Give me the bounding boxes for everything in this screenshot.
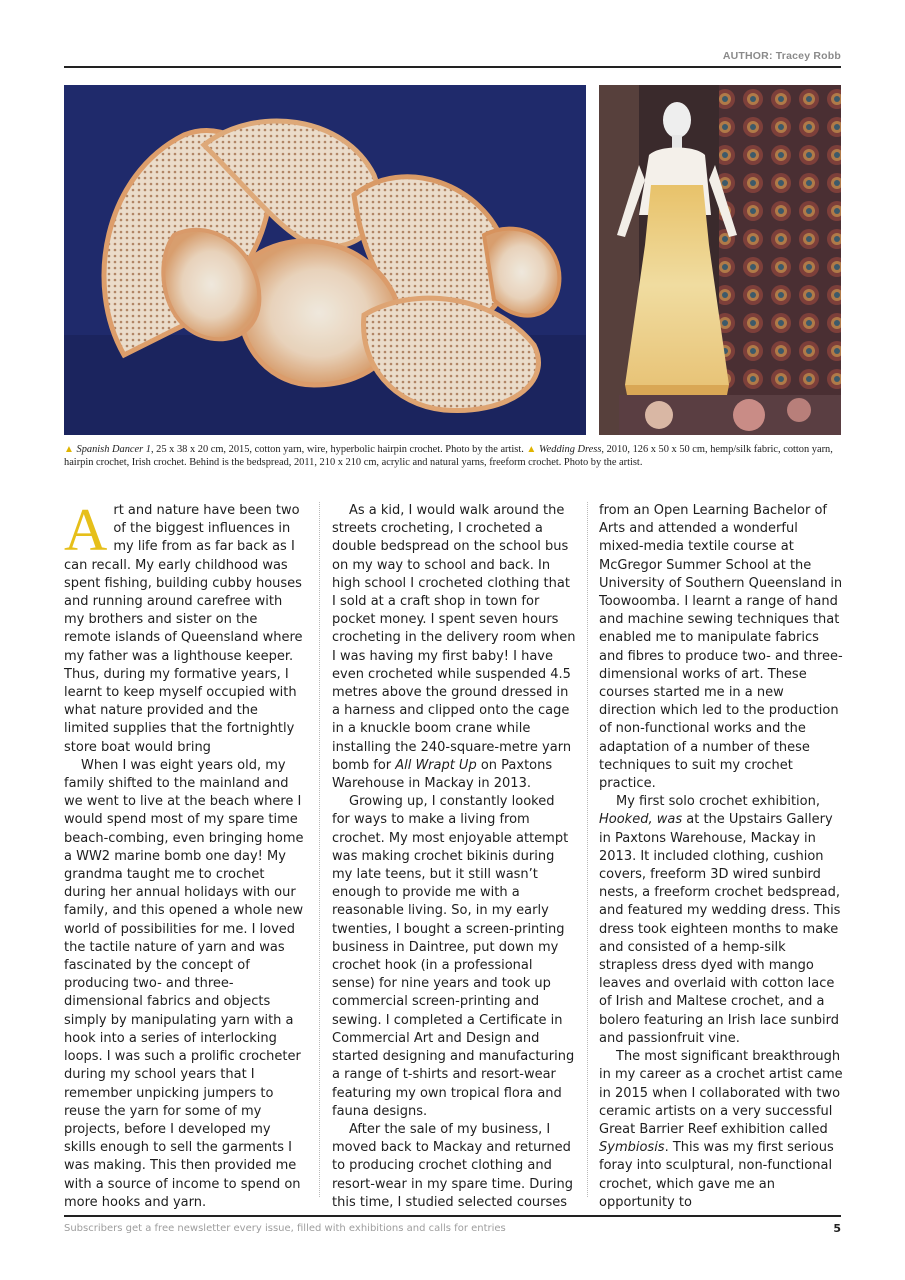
caption-text-2: , 2010, 126 x 50 x 50 cm, hemp/silk fabric, cotton yarn, hairpin crochet, Irish crochet. Behind is the bedspread, 2011, 210 x 210 cm, acrylic and natural yarns, freeform crochet. Photo by the artist.	[64, 444, 833, 468]
article-paragraph	[599, 793, 843, 1048]
spanish-dancer-photo	[64, 85, 586, 435]
caption-triangle-icon: ▲	[526, 444, 537, 455]
article-column-2	[332, 502, 576, 1212]
photo-caption	[64, 443, 842, 469]
paragraph-text: rt and nature have been two of the biggest influences in my life from as far back as I can recall. My early childhood was spent fishing, building cubby houses and running around carefree with my brothers and sister on the remote islands of Queensland where my father was a lighthouse keeper. Thus, during my formative years, I learnt to keep myself occupied with what nature provided and the limited supplies that the fortnightly store boat would bring	[64, 503, 303, 755]
exhibition-title: Symbiosis	[599, 1140, 665, 1156]
column-divider	[587, 502, 588, 1197]
author-credit: AUTHOR: Tracey Robb	[722, 50, 841, 62]
article-paragraph	[599, 1048, 843, 1212]
footer-note: Subscribers get a free newsletter every issue, filled with exhibitions and calls for entries	[64, 1223, 506, 1234]
paragraph-text: The most significant breakthrough in my career as a crochet artist came in 2015 when I collaborated with two ceramic artists on a very successful Great Barrier Reef exhibition called	[599, 1049, 843, 1137]
paragraph-text: . This was my first serious foray into sculptural, non-functional crochet, which gave me an opportunity to	[599, 1140, 834, 1210]
article-paragraph: from an Open Learning Bachelor of Arts and attended a wonderful mixed-media textile course at McGregor Summer School at the University of Southern Queensland in Toowoomba. I learnt a range of hand and machine sewing techniques that enabled me to manipulate fabrics and fibres to produce two- and three-dimensional works of art. These courses started me in a new direction which led to the production of non-functional works and the adaptation of a number of these techniques to suit my crochet practice.	[599, 503, 843, 792]
page-number: 5	[833, 1222, 841, 1235]
article-paragraph: When I was eight years old, my family shifted to the mainland and we went to live at the beach where I would spend most of my spare time beach-combing, even bringing home a WW2 marine bomb one day! My grandma taught me to crochet during her annual holidays with our family, and this opened a whole new world of possibilities for me. I loved the tactile nature of yarn and was fascinated by the concept of producing two- and three-dimensional fabrics and objects simply by manipulating yarn with a hook into a series of interlocking loops. I was such a prolific crocheter during my school years that I remember unpicking jumpers to reuse the yarn for some of my projects, before I developed my skills enough to sell the garments I was making. This then provided me with a source of income to spend on more hooks and yarn.	[64, 757, 304, 1210]
exhibition-title: Hooked, was	[599, 812, 683, 828]
wedding-dress-photo	[599, 85, 841, 435]
article-paragraph	[64, 497, 306, 757]
caption-triangle-icon: ▲	[64, 444, 74, 455]
caption-title-2: Wedding Dress	[538, 444, 602, 455]
article-column-3	[599, 502, 843, 1212]
drop-cap: A	[64, 497, 108, 563]
article-paragraph: After the sale of my business, I moved back to Mackay and returned to producing crochet clothing and resort-wear in my spare time. During this time, I studied selected courses	[332, 1121, 573, 1210]
article-paragraph	[332, 502, 576, 793]
artwork-title: All Wrapt Up	[395, 757, 477, 773]
bottom-rule	[64, 1215, 841, 1217]
article-column-1	[64, 497, 306, 1212]
paragraph-text: My first solo crochet exhibition,	[616, 794, 820, 810]
top-rule	[64, 66, 841, 68]
caption-text-1: , 25 x 38 x 20 cm, 2015, cotton yarn, wire, hyperbolic hairpin crochet. Photo by the artist.	[150, 444, 527, 455]
article-paragraph: Growing up, I constantly looked for ways to make a living from crochet. My most enjoyable attempt was making crochet bikinis during my late teens, but it still wasn’t enough to provide me with a reasonable living. So, in my early twenties, I bought a screen-printing business in Daintree, put down my crochet hook (in a professional sense) for nine years and took up commercial screen-printing and sewing. I completed a Certificate in Commercial Art and Design and started designing and manufacturing a range of t-shirts and resort-wear featuring my own tropical flora and fauna designs.	[332, 794, 575, 1119]
paragraph-text: at the Upstairs Gallery in Paxtons Warehouse, Mackay in 2013. It included clothing, cushion covers, freeform 3D wired sunbird nests, a freeform crochet bedspread, and featured my wedding dress. This dress took eighteen months to make and consisted of a hemp-silk strapless dress dyed with mango leaves and overlaid with cotton lace of Irish and Maltese crochet, and a bolero featuring an Irish lace sunbird and passionfruit vine.	[599, 812, 841, 1046]
paragraph-text: on Paxtons Warehouse in Mackay in 2013.	[332, 757, 553, 792]
caption-title-1: Spanish Dancer 1	[76, 444, 151, 455]
paragraph-text: As a kid, I would walk around the streets crocheting, I crocheted a double bedspread on the school bus on my way to school and back. In high school I crocheted clothing that I sold at a craft shop in town for pocket money. I spent seven hours crocheting in the delivery room when I was having my first baby! I have even crocheted while suspended 4.5 metres above the ground dressed in a harness and clipped onto the cage in a knuckle boom crane while installing the 240-square-metre yarn bomb for	[332, 503, 576, 773]
column-divider	[319, 502, 320, 1197]
